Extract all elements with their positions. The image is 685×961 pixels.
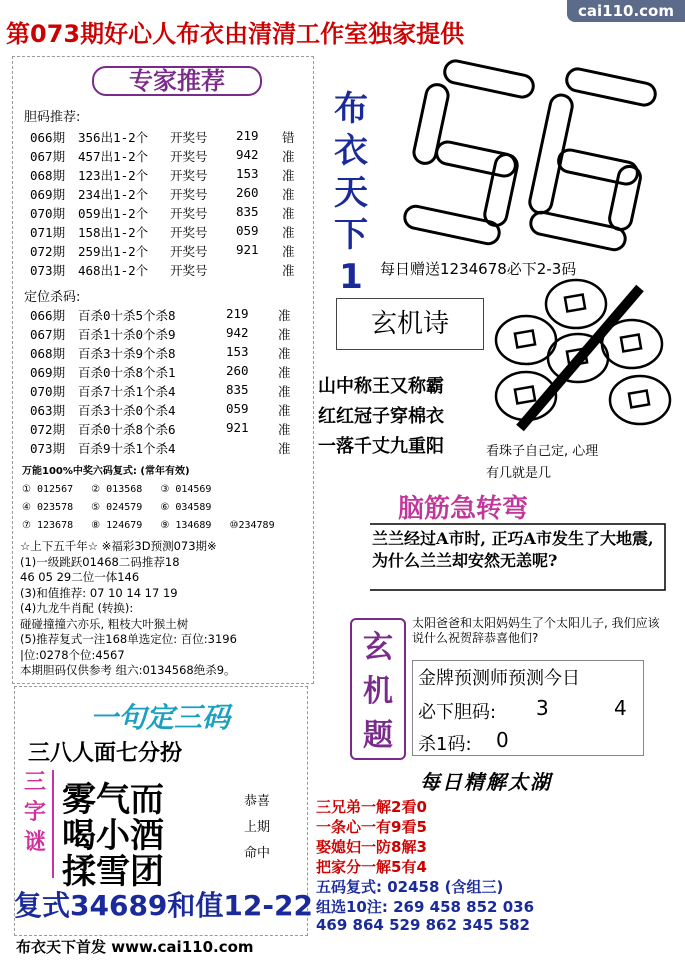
divider (52, 770, 54, 878)
info-line: (4)九龙牛肖配 (转换): (20, 601, 134, 615)
danma-num: 260 (236, 185, 259, 200)
kill-num: 059 (226, 401, 249, 416)
danma-pick: 158出1-2个 (78, 225, 149, 240)
taihu-line: 三兄弟一解2看0 (316, 798, 427, 816)
taihu-line: 组选10注: 269 458 852 036 (316, 898, 535, 916)
kill-issue: 069期 (30, 365, 66, 380)
congrats-text: 恭喜 (244, 794, 271, 809)
sanzimi-title (20, 768, 50, 858)
danma-num: 153 (236, 166, 259, 181)
kill-issue: 066期 (30, 308, 66, 323)
kill-mark: 准 (278, 384, 291, 399)
sanzimi-char: 字 (23, 800, 46, 825)
yiju-title: 一句定三码 (89, 701, 230, 734)
info-line: ☆上下五千年☆ ※福彩3D预测073期※ (20, 539, 217, 553)
taihu-title: 每日精解太湖 (420, 770, 552, 794)
info-line: (5)推荐复式一注168单选定位: 百位:3196 (20, 632, 237, 646)
info-line: 本期胆码仅供参考 组六:0134568绝杀9。 (20, 663, 236, 677)
kill-label: 定位杀码: (24, 290, 81, 305)
coin-note: 看珠子自己定, 心理 (486, 444, 599, 459)
bidan-value: 4 (614, 696, 627, 720)
danma-mark: 准 (282, 263, 295, 278)
danma-mark: 准 (282, 187, 295, 202)
coin-note: 有几就是几 (486, 466, 552, 481)
brain-title: 脑筋急转弯 (398, 494, 529, 524)
danma-mark: 准 (282, 225, 295, 240)
kill-issue: 070期 (30, 384, 66, 399)
danma-label: 开奖号 (170, 168, 208, 183)
header-title: 第073期好心人布衣由清清工作室独家提供 (6, 20, 465, 48)
kill-pick: 百杀0十杀8个杀6 (78, 422, 176, 437)
danma-issue: 067期 (30, 149, 66, 164)
coins-graphic (490, 278, 680, 438)
danma-label: 开奖号 (170, 244, 208, 259)
danma-num: 059 (236, 223, 259, 238)
xuanji-ti-title (350, 618, 406, 760)
kill-num: 942 (226, 325, 249, 340)
gift-line: 每日赠送1234678必下2-3码 (380, 260, 577, 278)
danma-issue: 070期 (30, 206, 66, 221)
big-56-graphic (380, 56, 670, 256)
sanzimi-char: 三 (23, 770, 46, 795)
danma-num: 219 (236, 128, 259, 143)
kill-mark: 准 (278, 441, 291, 456)
info-line: (3)和值推荐: 07 10 14 17 19 (20, 585, 178, 600)
kill-num: 921 (226, 420, 249, 435)
bidan-label: 必下胆码: (418, 702, 497, 723)
yiju-line: 三八人面七分扮 (28, 741, 183, 766)
taihu-line: 一条心一有9看5 (316, 818, 427, 836)
site-logo-suffix: .com (633, 2, 674, 20)
kill-pick: 百杀3十杀0个杀4 (78, 403, 176, 418)
kill-num: 219 (226, 306, 249, 321)
buyi-char: 1 (339, 257, 363, 297)
buyi-char: 下 (334, 215, 368, 255)
site-logo-text: cai110 (578, 2, 634, 20)
taihu-line: 五码复式: 02458 (含组三) (316, 878, 504, 896)
wanneng-title: 万能100%中奖六码复式: (常年有效) (22, 466, 190, 477)
danma-pick: 468出1-2个 (78, 263, 149, 278)
buyi-title (328, 88, 374, 298)
danma-mark: 准 (282, 149, 295, 164)
site-logo (567, 0, 685, 22)
info-line: |位:0278个位:4567 (20, 647, 125, 662)
kill-mark: 准 (278, 365, 291, 380)
taihu-line: 把家分一解5有4 (316, 858, 427, 876)
danma-pick: 123出1-2个 (78, 168, 149, 183)
danma-pick: 059出1-2个 (78, 206, 149, 221)
xuanji-ti-char: 玄 (363, 630, 393, 665)
danma-num: 942 (236, 147, 259, 162)
danma-label: 开奖号 (170, 130, 208, 145)
danma-mark: 错 (282, 130, 295, 145)
kill-issue: 068期 (30, 346, 66, 361)
danma-label: 胆码推荐: (24, 110, 81, 125)
kill-mark: 准 (278, 327, 291, 342)
poem-line: 山中称王又称霸 (318, 376, 444, 397)
kill-pick: 百杀3十杀9个杀8 (78, 346, 176, 361)
danma-mark: 准 (282, 244, 295, 259)
danma-pick: 234出1-2个 (78, 187, 149, 202)
kill-mark: 准 (278, 403, 291, 418)
info-line: 碰碰撞撞六亦乐, 粗枝大叶猴土树 (20, 616, 189, 631)
kill-pick: 百杀0十杀8个杀1 (78, 365, 176, 380)
prediction-title: 金牌预测师预测今日 (418, 668, 580, 689)
brain-question: 兰兰经过A市时, 正巧A市发生了大地震, 为什么兰兰却安然无恙呢? (372, 529, 654, 570)
danma-num: 835 (236, 204, 259, 219)
congrats-text: 上期 (244, 820, 271, 835)
kill-pick: 百杀1十杀0个杀9 (78, 327, 176, 342)
danma-issue: 066期 (30, 130, 66, 145)
xuanji-ti-char: 机 (363, 674, 393, 709)
kill-issue: 072期 (30, 422, 66, 437)
poem-line: 一落千丈九重阳 (318, 436, 444, 457)
fushi-line: 复式34689和值12-22 (14, 889, 313, 922)
danma-label: 开奖号 (170, 206, 208, 221)
danma-pick: 356出1-2个 (78, 130, 149, 145)
kill-num: 153 (226, 344, 249, 359)
kill-mark: 准 (278, 422, 291, 437)
riddle-word: 雾气而 (62, 780, 164, 820)
kill-issue: 063期 (30, 403, 66, 418)
big-56-value: 56 (380, 56, 382, 57)
sha-value: 0 (496, 728, 509, 752)
danma-label: 开奖号 (170, 263, 208, 278)
buyi-char: 布 (334, 89, 368, 129)
poem-line: 红红冠子穿棉衣 (318, 406, 444, 427)
danma-num: 921 (236, 242, 259, 257)
riddle-word: 喝小酒 (62, 816, 164, 856)
taihu-line: 469 864 529 862 345 582 (316, 916, 530, 934)
kill-mark: 准 (278, 346, 291, 361)
kill-issue: 067期 (30, 327, 66, 342)
info-line: 46 05 29二位一体146 (20, 570, 140, 584)
sanzimi-char: 谜 (23, 830, 46, 855)
danma-issue: 069期 (30, 187, 66, 202)
danma-mark: 准 (282, 168, 295, 183)
wanneng-row: ① 012567 ② 013568 ③ 014569 (22, 484, 212, 495)
taihu-line: 娶媳妇一防8解3 (316, 838, 427, 856)
kill-num: 835 (226, 382, 249, 397)
buyi-char: 衣 (334, 131, 368, 171)
kill-num: 260 (226, 363, 249, 378)
danma-label: 开奖号 (170, 187, 208, 202)
wanneng-row: ④ 023578 ⑤ 024579 ⑥ 034589 (22, 502, 212, 513)
bidan-value: 3 (536, 696, 549, 720)
sha-label: 杀1码: (418, 734, 472, 755)
expert-title: 专家推荐 (92, 66, 262, 96)
riddle-word: 揉雪团 (62, 852, 164, 892)
danma-issue: 071期 (30, 225, 66, 240)
kill-mark: 准 (278, 308, 291, 323)
info-line: (1)一级跳跃01468二码推荐18 (20, 554, 180, 569)
danma-issue: 068期 (30, 168, 66, 183)
danma-issue: 072期 (30, 244, 66, 259)
buyi-char: 天 (334, 173, 368, 213)
footer-text: 布衣天下首发 www.cai110.com (16, 938, 254, 956)
kill-pick: 百杀9十杀1个杀4 (78, 441, 176, 456)
xuanji-ti-char: 题 (363, 718, 393, 753)
danma-pick: 259出1-2个 (78, 244, 149, 259)
danma-label: 开奖号 (170, 225, 208, 240)
kill-issue: 073期 (30, 441, 66, 456)
riddle-text: 太阳爸爸和太阳妈妈生了个太阳儿子, 我们应该说什么祝贺辞恭喜他们? (412, 616, 660, 645)
wanneng-row: ⑦ 123678 ⑧ 124679 ⑨ 134689 ⑩234789 (22, 520, 275, 531)
danma-label: 开奖号 (170, 149, 208, 164)
poem-title: 玄机诗 (336, 298, 484, 350)
congrats-text: 命中 (244, 846, 271, 861)
danma-issue: 073期 (30, 263, 66, 278)
danma-mark: 准 (282, 206, 295, 221)
kill-pick: 百杀7十杀1个杀4 (78, 384, 176, 399)
danma-pick: 457出1-2个 (78, 149, 149, 164)
kill-pick: 百杀0十杀5个杀8 (78, 308, 176, 323)
